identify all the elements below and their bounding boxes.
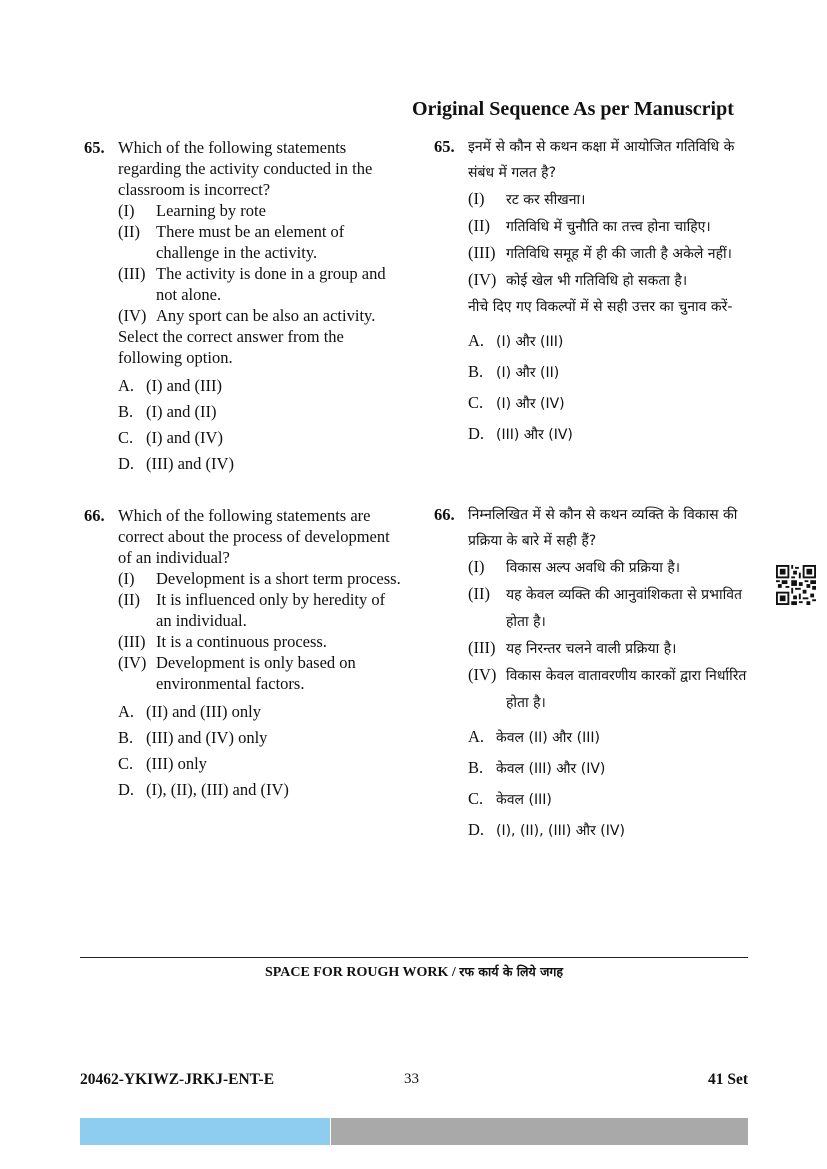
answer-option: B. (III) and (IV) only [118,728,268,747]
statement: (IV) Any sport can be also an activity. [118,306,376,325]
answer-option: A. (I) और (III) [468,331,564,350]
statement: (IV) विकास केवल वातावरणीय कारकों द्वारा निर्धारित होता है। [468,665,747,711]
answer-option: D. (III) and (IV) [118,454,234,473]
statement: (I) Learning by rote [118,201,266,220]
question-prompt: नीचे दिए गए विकल्पों में से सही उत्तर का चुनाव करें- [468,299,733,315]
page-number: 33 [404,1071,419,1087]
answer-option: C. (I) और (IV) [468,393,565,412]
set-number: 41 Set [707,1071,748,1088]
answer-option: B. (I) and (II) [118,402,217,421]
statement: (III) यह निरन्तर चलने वाली प्रक्रिया है। [468,638,677,657]
question-66-hi [434,502,750,845]
footer-bar-blue [80,1118,330,1145]
question-number: 66. [434,505,455,524]
answer-option: D. (I), (II), (III) और (IV) [468,820,625,839]
question-stem: इनमें से कौन से कथन कक्षा में आयोजित गतिविधि के संबंध में गलत है? [468,139,735,181]
answer-option: B. केवल (III) और (IV) [468,758,606,777]
question-65-hi [434,134,750,449]
answer-option: B. (I) और (II) [468,362,560,381]
statement: (I) रट कर सीखना। [468,189,586,208]
qr-code-icon [776,565,816,605]
question-number: 65. [434,137,455,156]
answer-option: A. (I) and (III) [118,376,223,395]
statement: (II) यह केवल व्यक्ति की आनुवांशिकता से प्रभावित होता है। [468,584,742,630]
answer-option: A. (II) and (III) only [118,702,261,721]
rough-work-divider [80,957,748,958]
answer-option: D. (I), (II), (III) and (IV) [118,780,289,799]
statement: (IV) कोई खेल भी गतिविधि हो सकता है। [468,270,688,289]
rough-work-label: SPACE FOR ROUGH WORK / रफ कार्य के लिये जगह [264,964,564,980]
question-stem: Which of the following statements regarding the activity conducted in the classroom is incorrect? [118,138,373,199]
answer-option: C. (III) only [118,754,207,773]
question-prompt: Select the correct answer from the following option. [118,327,344,367]
statement: (I) विकास अल्प अवधि की प्रक्रिया है। [468,557,681,576]
answer-option: C. (I) and (IV) [118,428,223,447]
statement: (III) गतिविधि समूह में ही की जाती है अकेले नहीं। [468,243,732,262]
answer-option: C. केवल (III) [468,789,552,808]
question-number: 65. [84,138,105,157]
statement: (IV) Development is only based on environmental factors. [118,653,356,693]
statement: (II) There must be an element of challenge in the activity. [118,222,345,262]
statement: (II) It is influenced only by heredity of an individual. [118,590,386,630]
question-stem: निम्नलिखित में से कौन से कथन व्यक्ति के विकास की प्रक्रिया के बारे में सही हैं? [468,507,738,549]
page-heading: Original Sequence As per Manuscript [412,98,734,120]
statement: (I) Development is a short term process. [118,569,401,588]
question-number: 66. [84,506,105,525]
answer-option: D. (III) और (IV) [468,424,573,443]
question-stem: Which of the following statements are correct about the process of development of an individual? [118,506,390,567]
question-66-en [84,505,404,803]
paper-code: 20462-YKIWZ-JRKJ-ENT-E [80,1071,275,1088]
statement: (III) It is a continuous process. [118,632,327,651]
statement: (II) गतिविधि में चुनौति का तत्त्व होना चाहिए। [468,216,711,235]
answer-option: A. केवल (II) और (III) [468,727,600,746]
footer-bar-grey [331,1118,748,1145]
statement: (III) The activity is done in a group and not alone. [118,264,386,304]
question-65-en [84,137,404,477]
